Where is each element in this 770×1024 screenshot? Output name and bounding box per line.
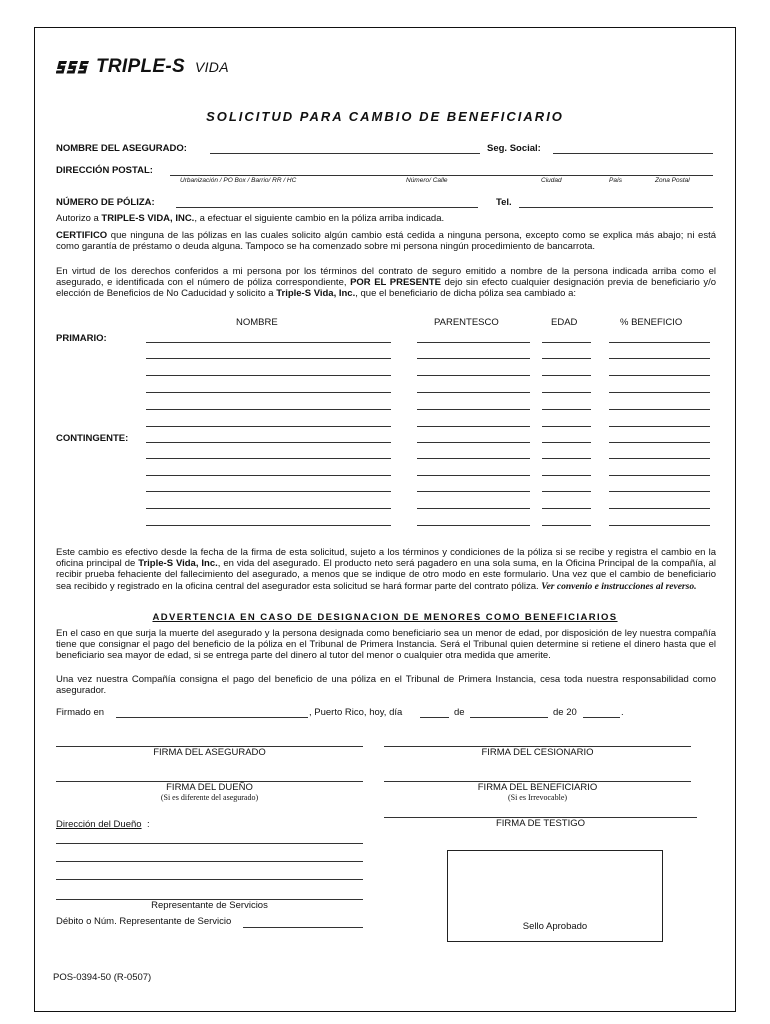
primario-row-5-col-1[interactable] xyxy=(146,409,391,410)
virtud-paragraph: En virtud de los derechos conferidos a mi persona por los términos del contrato de seguro emitido a nombre de la persona indicada arriba como el asegurado, e identificada con el número de póliza correspondiente, POR EL PRESENTE dejo sin efecto cualquier designación previa de beneficiario y/o elección de Beneficios de No Caducidad y solicito a Triple-S Vida, Inc., que el beneficiario de dicha póliza sea cambiado a: xyxy=(56,266,717,300)
primario-label: PRIMARIO: xyxy=(56,333,107,344)
firma-beneficiario-label: FIRMA DEL BENEFICIARIO xyxy=(477,782,598,793)
direccion-dueno-label: Dirección del Dueño xyxy=(56,819,142,830)
primario-row-2-col-2[interactable] xyxy=(417,358,530,359)
form-title: SOLICITUD PARA CAMBIO DE BENEFICIARIO xyxy=(206,109,564,124)
direccion-dueno-line-2[interactable] xyxy=(56,861,363,862)
primario-row-6-col-4[interactable] xyxy=(609,426,710,427)
primario-row-1-col-3[interactable] xyxy=(542,342,591,343)
logo-suffix: VIDA xyxy=(194,59,229,75)
tel-label: Tel. xyxy=(496,197,512,208)
direccion-postal-label: DIRECCIÓN POSTAL: xyxy=(56,165,153,176)
primario-row-4-col-2[interactable] xyxy=(417,392,530,393)
contingente-row-1-col-3[interactable] xyxy=(542,442,591,443)
nombre-asegurado-field[interactable] xyxy=(210,153,480,154)
primario-row-3-col-2[interactable] xyxy=(417,375,530,376)
sello-label: Sello Aprobado xyxy=(522,921,588,932)
direccion-dueno-line-3[interactable] xyxy=(56,879,363,880)
advertencia-paragraph-2: Una vez nuestra Compañía consigna el pago del beneficio de una póliza en el Tribunal de Primera Instancia, cesa toda nuestra responsabilidad como asegurador. xyxy=(56,674,716,697)
contingente-row-4-col-4[interactable] xyxy=(609,491,710,492)
contingente-row-3-col-1[interactable] xyxy=(146,475,391,476)
contingente-row-1-col-4[interactable] xyxy=(609,442,710,443)
contingente-row-3-col-3[interactable] xyxy=(542,475,591,476)
firmado-en-label: Firmado en xyxy=(56,707,105,718)
primario-row-6-col-3[interactable] xyxy=(542,426,591,427)
numero-poliza-label: NÚMERO DE PÓLIZA: xyxy=(56,197,155,208)
contingente-row-2-col-3[interactable] xyxy=(542,458,591,459)
contingente-row-6-col-2[interactable] xyxy=(417,525,530,526)
firmado-ano-field[interactable] xyxy=(583,717,620,718)
firma-dueno-label: FIRMA DEL DUEÑO xyxy=(166,782,253,793)
primario-row-4-col-3[interactable] xyxy=(542,392,591,393)
certifico-paragraph: CERTIFICO que ninguna de las pólizas en las cuales solicito algún cambio está cedida a ninguna persona, excepto como se explica más abajo; ni está como garantía de préstamo o deuda alguna. Tampoco se ha comenzado sobre mi persona ningún procedimiento de bancarrota. xyxy=(56,230,716,253)
sello-box xyxy=(447,850,663,942)
efectivo-paragraph: Este cambio es efectivo desde la fecha de la firma de esta solicitud, sujeto a los términos y condiciones de la póliza si se recibe y registra el cambio en la oficina principal de Triple-S Vida, Inc., en vida del asegurado. El producto neto será pagadero en una sola suma, en la Oficina Principal de la compañía, al recibir prueba fehaciente del fallecimiento del asegurado, a menos que se indique de otro modo en este formulario. Una vez que el cambio de beneficiario sea recibido y registrado en la oficina central del asegurador esta solicitud se hará formar parte del contrato póliza. Ver convenio e instrucciones al reverso. xyxy=(56,547,717,592)
contingente-row-6-col-4[interactable] xyxy=(609,525,710,526)
contingente-row-4-col-2[interactable] xyxy=(417,491,530,492)
tel-field[interactable] xyxy=(519,207,713,208)
primario-row-1-col-1[interactable] xyxy=(146,342,391,343)
numero-poliza-field[interactable] xyxy=(176,207,478,208)
direccion-postal-field[interactable] xyxy=(170,175,713,176)
primario-row-3-col-1[interactable] xyxy=(146,375,391,376)
representante-label: Representante de Servicios xyxy=(151,900,268,911)
direccion-dueno-colon: : xyxy=(147,819,150,830)
debito-label: Débito o Núm. Representante de Servicio xyxy=(56,916,232,927)
primario-row-2-col-4[interactable] xyxy=(609,358,710,359)
primario-row-5-col-4[interactable] xyxy=(609,409,710,410)
form-code: POS-0394-50 (R-0507) xyxy=(53,972,152,983)
col-header-beneficio: % BENEFICIO xyxy=(620,317,683,328)
nombre-asegurado-label: NOMBRE DEL ASEGURADO: xyxy=(56,143,187,154)
contingente-row-2-col-1[interactable] xyxy=(146,458,391,459)
contingente-row-1-col-1[interactable] xyxy=(146,442,391,443)
advertencia-title: ADVERTENCIA EN CASO DE DESIGNACION DE MENORES COMO BENEFICIARIOS xyxy=(152,612,618,623)
firma-testigo-label: FIRMA DE TESTIGO xyxy=(495,818,586,829)
address-hint-calle: Número/ Calle xyxy=(406,177,448,184)
primario-row-6-col-1[interactable] xyxy=(146,426,391,427)
firma-cesionario-label: FIRMA DEL CESIONARIO xyxy=(481,747,594,758)
address-hint-urb: Urbanización / PO Box / Barrio/ RR / HC xyxy=(180,177,297,184)
logo-brand: TRIPLE-S xyxy=(96,56,185,77)
seg-social-label: Seg. Social: xyxy=(487,143,541,154)
col-header-edad: EDAD xyxy=(551,317,578,328)
contingente-row-2-col-4[interactable] xyxy=(609,458,710,459)
firmado-lugar-field[interactable] xyxy=(116,717,308,718)
advertencia-paragraph-1: En el caso en que surja la muerte del asegurado y la persona designada como beneficiario sea un menor de edad, por disposición de ley nuestra compañía tiene que consignar el pago del beneficio de la póliza en el Tribunal de Primera Instancia. Será el Tribunal quien determine si retiene el dinero hasta que el beneficiario sea mayor de edad, si se entrega parte del dinero al tutor del menor o cualquier otra medida que amerite. xyxy=(56,628,716,662)
contingente-row-3-col-4[interactable] xyxy=(609,475,710,476)
firma-dueno-note: (Si es diferente del asegurado) xyxy=(160,793,259,802)
firmado-mes-field[interactable] xyxy=(470,717,548,718)
primario-row-5-col-2[interactable] xyxy=(417,409,530,410)
firmado-dia-label: , Puerto Rico, hoy, día xyxy=(309,707,403,718)
primario-row-3-col-3[interactable] xyxy=(542,375,591,376)
firmado-de-label: de xyxy=(454,707,465,718)
contingente-row-5-col-4[interactable] xyxy=(609,508,710,509)
primario-row-3-col-4[interactable] xyxy=(609,375,710,376)
primario-row-6-col-2[interactable] xyxy=(417,426,530,427)
contingente-row-6-col-1[interactable] xyxy=(146,525,391,526)
contingente-row-3-col-2[interactable] xyxy=(417,475,530,476)
address-hint-ciudad: Ciudad xyxy=(541,177,562,184)
primario-row-2-col-1[interactable] xyxy=(146,358,391,359)
col-header-parentesco: PARENTESCO xyxy=(434,317,499,328)
sss-logo-icon xyxy=(56,58,90,76)
address-hint-pais: País xyxy=(609,177,623,184)
contingente-row-1-col-2[interactable] xyxy=(417,442,530,443)
primario-row-1-col-4[interactable] xyxy=(609,342,710,343)
autorizo-paragraph: Autorizo a TRIPLE-S VIDA, INC., a efectuar el siguiente cambio en la póliza arriba indicada. xyxy=(56,213,445,224)
primario-row-2-col-3[interactable] xyxy=(542,358,591,359)
direccion-dueno-line-1[interactable] xyxy=(56,843,363,844)
firmado-dia-field[interactable] xyxy=(420,717,449,718)
contingente-label: CONTINGENTE: xyxy=(56,433,129,444)
address-hint-zona: Zona Postal xyxy=(655,177,690,184)
primario-row-4-col-4[interactable] xyxy=(609,392,710,393)
firmado-end: . xyxy=(621,707,624,718)
company-logo xyxy=(56,56,229,78)
seg-social-field[interactable] xyxy=(553,153,713,154)
contingente-row-6-col-3[interactable] xyxy=(542,525,591,526)
firmado-de20-label: de 20 xyxy=(553,707,577,718)
primario-row-4-col-1[interactable] xyxy=(146,392,391,393)
primario-row-1-col-2[interactable] xyxy=(417,342,530,343)
contingente-row-5-col-3[interactable] xyxy=(542,508,591,509)
firma-asegurado-label: FIRMA DEL ASEGURADO xyxy=(153,747,266,758)
contingente-row-4-col-3[interactable] xyxy=(542,491,591,492)
contingente-row-4-col-1[interactable] xyxy=(146,491,391,492)
contingente-row-2-col-2[interactable] xyxy=(417,458,530,459)
col-header-nombre: NOMBRE xyxy=(236,317,278,328)
debito-field[interactable] xyxy=(243,927,363,928)
firma-beneficiario-note: (Si es Irrevocable) xyxy=(507,793,568,802)
primario-row-5-col-3[interactable] xyxy=(542,409,591,410)
contingente-row-5-col-1[interactable] xyxy=(146,508,391,509)
contingente-row-5-col-2[interactable] xyxy=(417,508,530,509)
